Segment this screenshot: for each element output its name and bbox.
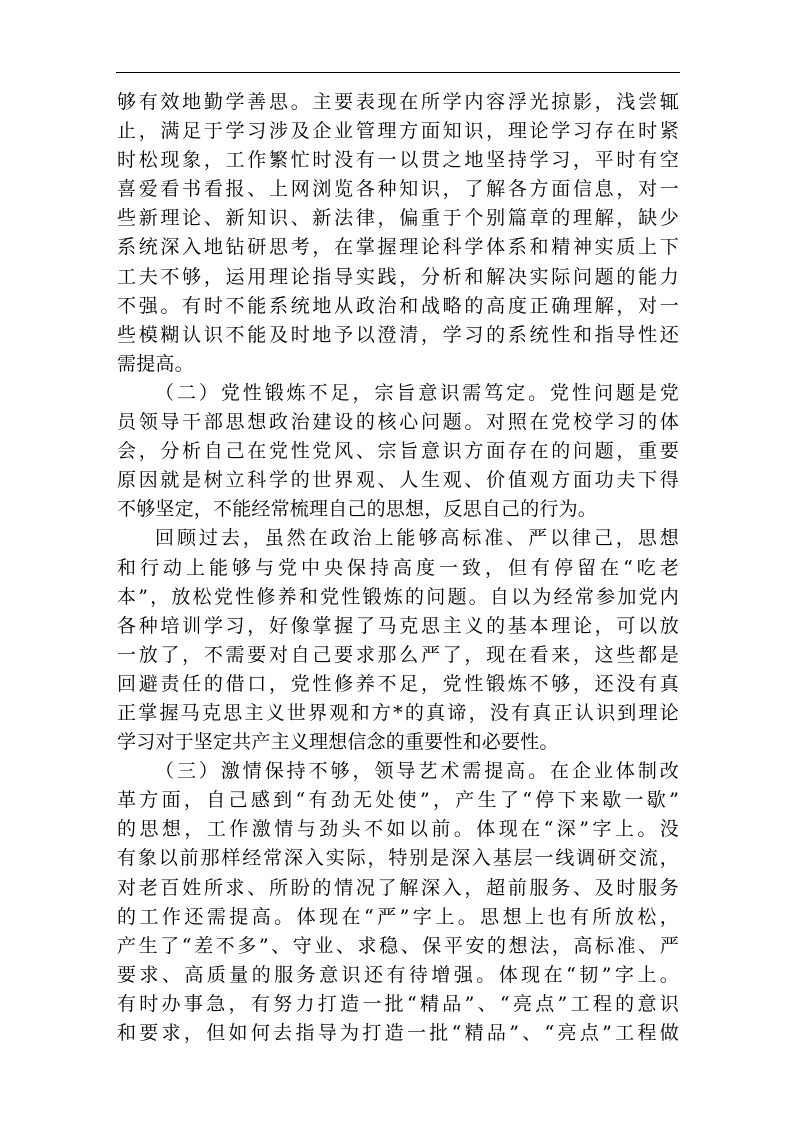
text-line: 止，满足于学习涉及企业管理方面知识，理论学习存在时紧 [117, 120, 679, 143]
text-line: 和要求，但如何去指导为打造一批“精品”、“亮点”工程做 [117, 1022, 679, 1044]
text-line: 学习对于坚定共产主义理想信念的重要性和必要性。 [117, 731, 559, 754]
text-line: 对老百姓所求、所盼的情况了解深入，超前服务、及时服务 [117, 876, 679, 899]
text-line: 不够坚定，不能经常梳理自己的思想，反思自己的行为。 [117, 498, 598, 521]
text-line: 的思想，工作激情与劲头不如以前。体现在“深”字上。没 [117, 818, 679, 841]
text-line: 时松现象，工作繁忙时没有一以贯之地坚持学习，平时有空 [117, 149, 679, 172]
text-line: 各种培训学习，好像掌握了马克思主义的基本理论，可以放 [117, 614, 679, 637]
text-line: 够有效地勤学善思。主要表现在所学内容浮光掠影，浅尝辄 [117, 91, 679, 113]
text-line: 的工作还需提高。体现在“严”字上。思想上也有所放松， [117, 905, 679, 928]
text-line: 有象以前那样经常深入实际，特别是深入基层一线调研交流， [117, 847, 679, 870]
text-line: 回顾过去，虽然在政治上能够高标准、严以律己，思想 [155, 527, 679, 550]
text-line: 革方面，自己感到“有劲无处使”，产生了“停下来歇一歇” [117, 789, 679, 812]
text-line: 些模糊认识不能及时地予以澄清，学习的系统性和指导性还 [117, 323, 679, 346]
text-line: 和行动上能够与党中央保持高度一致，但有停留在“吃老 [117, 556, 679, 579]
header-rule [116, 72, 680, 73]
text-line: 不强。有时不能系统地从政治和战略的高度正确理解，对一 [117, 294, 679, 317]
text-line: 要求、高质量的服务意识还有待增强。体现在“韧”字上。 [117, 963, 679, 986]
text-line: 本”，放松党性修养和党性锻炼的问题。自以为经常参加党内 [117, 585, 679, 608]
text-line: 有时办事急，有努力打造一批“精品”、“亮点”工程的意识 [117, 992, 679, 1015]
text-line: 回避责任的借口，党性修养不足，党性锻炼不够，还没有真 [117, 672, 679, 695]
text-line: 会，分析自己在党性党风、宗旨意识方面存在的问题，重要 [117, 440, 679, 463]
text-line: 产生了“差不多”、守业、求稳、保平安的想法，高标准、严 [117, 934, 679, 957]
text-line: 员领导干部思想政治建设的核心问题。对照在党校学习的体 [117, 411, 679, 434]
text-line: （三）激情保持不够，领导艺术需提高。在企业体制改 [155, 760, 679, 783]
text-line: 正掌握马克思主义世界观和方*的真谛，没有真正认识到理论 [117, 701, 679, 724]
text-line: 系统深入地钻研思考，在掌握理论科学体系和精神实质上下 [117, 236, 679, 259]
text-line: （二）党性锻炼不足，宗旨意识需笃定。党性问题是党 [155, 381, 679, 404]
text-line: 喜爱看书看报、上网浏览各种知识，了解各方面信息，对一 [117, 178, 679, 201]
text-line: 些新理论、新知识、新法律，偏重于个别篇章的理解，缺少 [117, 207, 679, 230]
text-line: 原因就是树立科学的世界观、人生观、价值观方面功夫下得 [117, 469, 679, 492]
document-body [117, 88, 679, 1048]
text-line: 一放了，不需要对自己要求那么严了，现在看来，这些都是 [117, 643, 679, 666]
text-line: 工夫不够，运用理论指导实践，分析和解决实际问题的能力 [117, 265, 679, 288]
text-line: 需提高。 [117, 352, 194, 375]
